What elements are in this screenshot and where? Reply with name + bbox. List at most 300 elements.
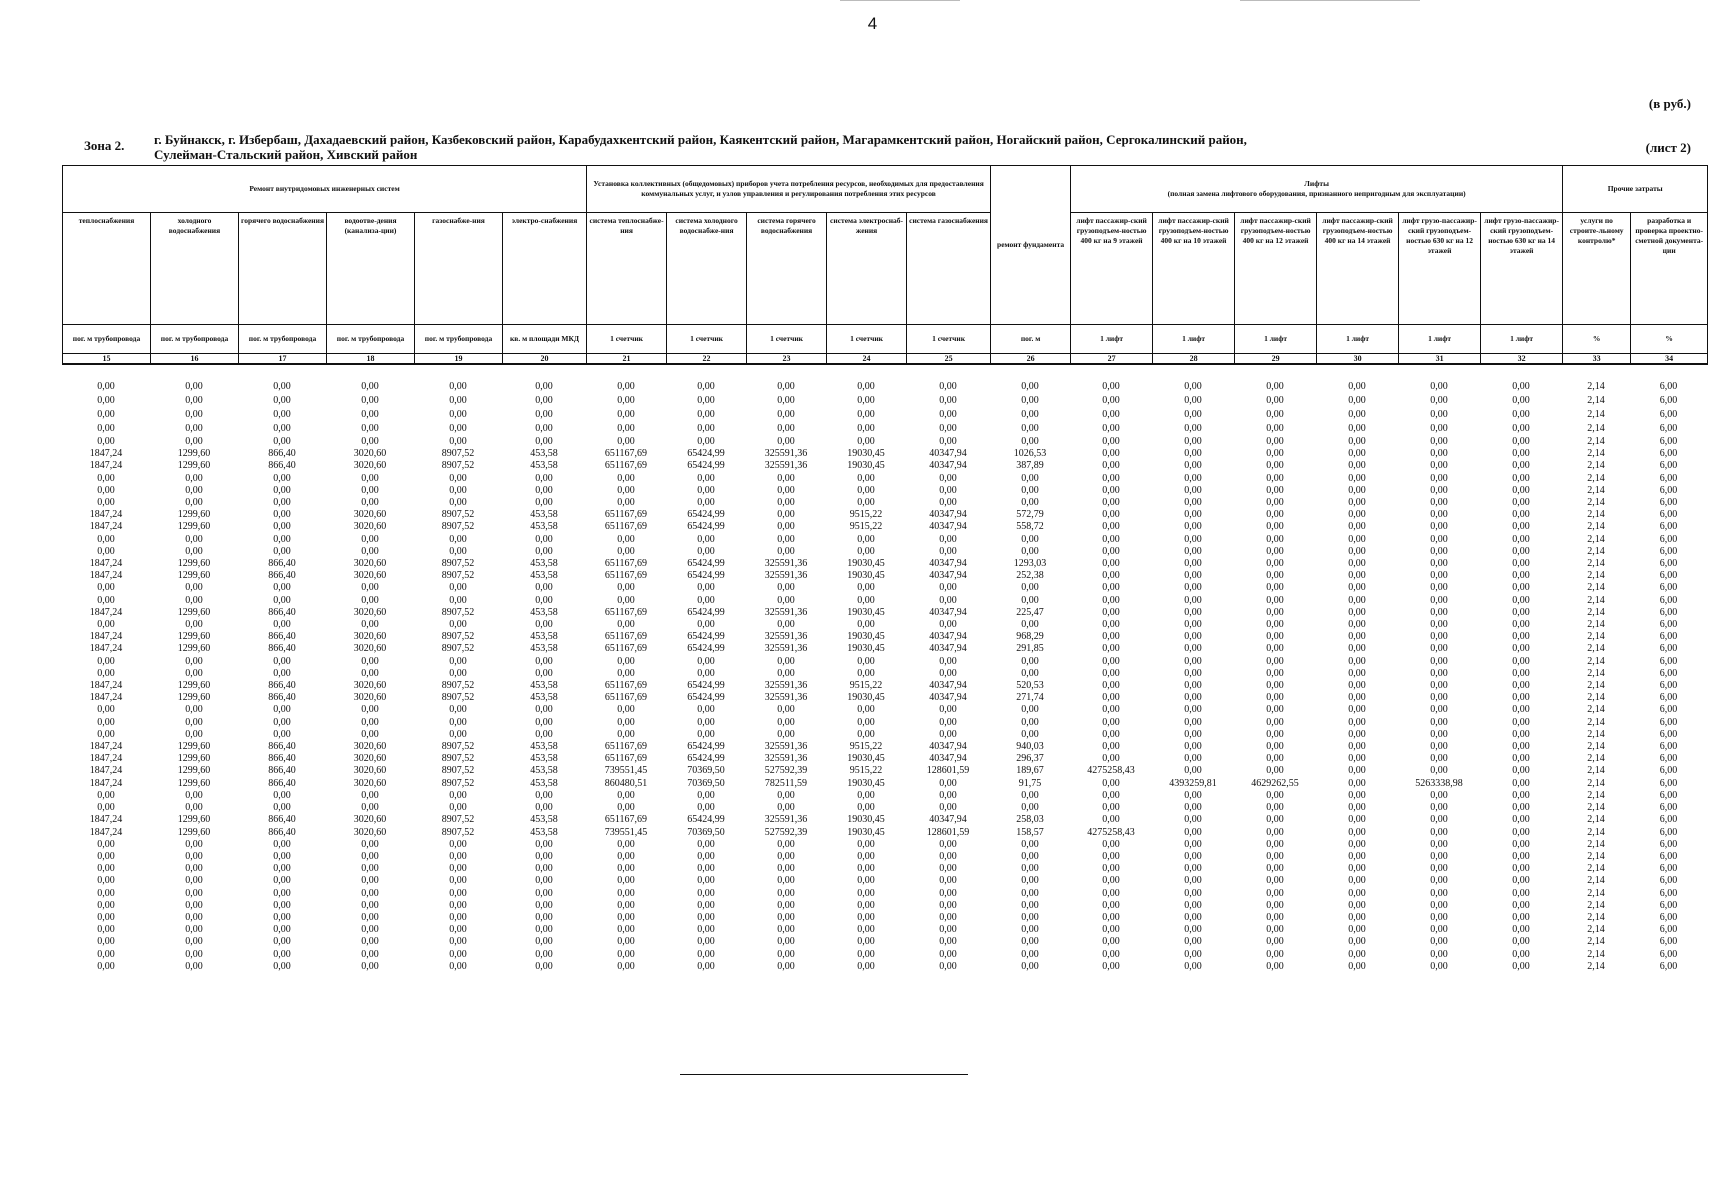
table-cell: 2,14	[1587, 789, 1605, 801]
table-row	[62, 497, 1707, 509]
table-cell: 3020,60	[353, 606, 387, 618]
table-cell: 2,14	[1587, 936, 1605, 948]
table-cell: 0,00	[697, 533, 715, 545]
table-cell: 0,00	[273, 863, 291, 875]
table-cell: 0,00	[361, 863, 379, 875]
table-cell: 0,00	[535, 789, 553, 801]
table-cell: 0,00	[617, 422, 635, 434]
table-cell: 0,00	[1348, 460, 1366, 472]
table-cell: 0,00	[1512, 436, 1530, 447]
table-cell: 0,00	[535, 472, 553, 484]
table-cell: 0,00	[1266, 484, 1284, 496]
table-cell: 0,00	[1430, 765, 1448, 777]
column-name-18: водоотве-дения (канализа-ции)	[327, 213, 415, 325]
table-cell: 0,00	[1348, 380, 1366, 392]
table-cell: 0,00	[1102, 887, 1120, 899]
table-cell: 0,00	[857, 899, 875, 911]
table-cell: 0,00	[97, 380, 115, 392]
column-number-28: 28	[1153, 354, 1235, 365]
table-cell: 0,00	[1266, 826, 1284, 838]
table-cell: 0,00	[535, 728, 553, 740]
table-cell: 0,00	[1430, 667, 1448, 679]
table-cell: 0,00	[617, 380, 635, 392]
zone-title	[154, 132, 1354, 162]
table-cell: 651167,69	[604, 521, 648, 533]
table-cell: 651167,69	[604, 741, 648, 753]
table-cell: 0,00	[1102, 448, 1120, 460]
table-cell: 0,00	[1184, 887, 1202, 899]
table-cell: 0,00	[535, 850, 553, 862]
table-cell: 0,00	[777, 521, 795, 533]
table-cell: 0,00	[449, 704, 467, 716]
table-cell: 0,00	[97, 655, 115, 667]
table-cell: 2,14	[1587, 924, 1605, 936]
table-cell: 0,00	[777, 394, 795, 406]
table-cell: 0,00	[97, 619, 115, 631]
table-cell: 0,00	[535, 838, 553, 850]
table-cell: 0,00	[1348, 570, 1366, 582]
table-cell: 0,00	[361, 899, 379, 911]
table-cell: 0,00	[1102, 558, 1120, 570]
table-cell: 0,00	[1102, 606, 1120, 618]
group-repair: Ремонт внутридомовых инженерных систем	[63, 166, 587, 213]
table-cell: 3020,60	[353, 692, 387, 704]
table-cell: 0,00	[1102, 655, 1120, 667]
table-cell: 0,00	[1102, 777, 1120, 789]
table-cell: 0,00	[449, 619, 467, 631]
table-cell: 0,00	[1102, 936, 1120, 948]
table-cell: 2,14	[1587, 960, 1605, 972]
table-cell: 1847,24	[89, 765, 123, 777]
table-cell: 0,00	[273, 422, 291, 434]
table-cell: 0,00	[777, 582, 795, 594]
table-cell: 0,00	[1184, 863, 1202, 875]
table-cell: 0,00	[1512, 582, 1530, 594]
table-cell: 866,40	[268, 680, 296, 692]
table-cell: 0,00	[361, 802, 379, 814]
column-name-23: система горячего водоснабжения	[747, 213, 827, 325]
table-cell: 0,00	[361, 789, 379, 801]
table-cell: 0,00	[777, 422, 795, 434]
table-cell: 2,14	[1587, 422, 1605, 434]
table-cell: 651167,69	[604, 460, 648, 472]
table-cell: 0,00	[1102, 924, 1120, 936]
table-cell: 0,00	[273, 545, 291, 557]
table-cell: 0,00	[361, 497, 379, 509]
table-cell: 0,00	[1348, 899, 1366, 911]
table-cell: 0,00	[777, 802, 795, 814]
table-cell: 0,00	[185, 948, 203, 960]
table-cell: 0,00	[1266, 704, 1284, 716]
table-cell: 0,00	[857, 533, 875, 545]
table-cell: 2,14	[1587, 826, 1605, 838]
sheet-label: (лист 2)	[1645, 140, 1691, 155]
table-cell: 0,00	[1512, 631, 1530, 643]
table-cell: 0,00	[97, 472, 115, 484]
table-cell: 65424,99	[687, 570, 725, 582]
table-cell: 453,58	[530, 509, 558, 521]
column-unit-15: пог. м трубопровода	[63, 325, 151, 354]
table-cell: 0,00	[777, 838, 795, 850]
table-cell: 0,00	[1348, 680, 1366, 692]
table-cell: 0,00	[1430, 460, 1448, 472]
table-cell: 0,00	[1348, 558, 1366, 570]
table-cell: 0,00	[1430, 631, 1448, 643]
table-cell: 0,00	[777, 936, 795, 948]
table-cell: 0,00	[777, 667, 795, 679]
table-cell: 0,00	[1184, 838, 1202, 850]
table-cell: 860480,51	[604, 777, 648, 789]
table-cell: 0,00	[777, 899, 795, 911]
table-cell: 0,00	[1348, 741, 1366, 753]
table-row	[62, 422, 1707, 436]
table-cell: 1299,60	[177, 643, 211, 655]
table-cell: 0,00	[939, 497, 957, 509]
table-cell: 0,00	[1266, 741, 1284, 753]
table-cell: 0,00	[1348, 911, 1366, 923]
footer-rule	[680, 1074, 968, 1075]
table-cell: 1299,60	[177, 558, 211, 570]
table-cell: 0,00	[1430, 436, 1448, 447]
table-cell: 0,00	[617, 408, 635, 420]
column-name-34: разработка и проверка проектно-сметной документа-ции	[1631, 213, 1708, 325]
table-row	[62, 729, 1707, 741]
table-cell: 0,00	[361, 582, 379, 594]
table-cell: 8907,52	[441, 777, 475, 789]
table-cell: 0,00	[449, 380, 467, 392]
table-cell: 0,00	[1266, 680, 1284, 692]
table-cell: 1299,60	[177, 741, 211, 753]
table-cell: 0,00	[1512, 545, 1530, 557]
table-cell: 0,00	[273, 497, 291, 509]
table-cell: 453,58	[530, 692, 558, 704]
table-cell: 0,00	[273, 380, 291, 392]
table-cell: 0,00	[939, 875, 957, 887]
table-cell: 1299,60	[177, 680, 211, 692]
table-row	[62, 595, 1707, 607]
table-cell: 6,00	[1659, 497, 1678, 509]
table-cell: 0,00	[97, 960, 115, 972]
table-cell: 0,00	[1430, 741, 1448, 753]
table-cell: 0,00	[273, 899, 291, 911]
column-unit-33: %	[1563, 325, 1631, 354]
table-cell: 0,00	[617, 936, 635, 948]
table-cell: 0,00	[1430, 753, 1448, 765]
table-cell: 2,14	[1587, 631, 1605, 643]
table-cell: 252,38	[1016, 570, 1044, 582]
table-cell: 65424,99	[687, 631, 725, 643]
table-cell: 19030,45	[847, 606, 885, 618]
table-cell: 6,00	[1659, 472, 1678, 484]
table-cell: 0,00	[1512, 606, 1530, 618]
table-cell: 0,00	[1102, 692, 1120, 704]
table-cell: 8907,52	[441, 753, 475, 765]
table-cell: 0,00	[1102, 789, 1120, 801]
table-cell: 6,00	[1659, 619, 1678, 631]
table-cell: 0,00	[1348, 802, 1366, 814]
table-cell: 0,00	[1512, 460, 1530, 472]
table-cell: 0,00	[1021, 850, 1039, 862]
top-rule-right	[1240, 0, 1420, 1]
table-cell: 0,00	[697, 422, 715, 434]
table-cell: 866,40	[268, 606, 296, 618]
table-cell: 3020,60	[353, 509, 387, 521]
table-cell: 0,00	[1102, 408, 1120, 420]
table-cell: 0,00	[1348, 448, 1366, 460]
table-cell: 0,00	[939, 924, 957, 936]
table-cell: 0,00	[617, 704, 635, 716]
table-cell: 0,00	[939, 408, 957, 420]
table-cell: 558,72	[1016, 521, 1044, 533]
table-cell: 0,00	[1348, 643, 1366, 655]
table-cell: 0,00	[1430, 863, 1448, 875]
table-cell: 0,00	[535, 887, 553, 899]
table-cell: 0,00	[1266, 394, 1284, 406]
column-unit-22: 1 счетчик	[667, 325, 747, 354]
table-cell: 19030,45	[847, 631, 885, 643]
table-cell: 0,00	[535, 594, 553, 606]
table-cell: 0,00	[1430, 899, 1448, 911]
table-row	[62, 863, 1707, 875]
table-row	[62, 631, 1707, 643]
table-cell: 0,00	[857, 619, 875, 631]
column-name-27: лифт пассажир-ский грузоподъем-ностью 400 кг на 9 этажей	[1071, 213, 1153, 325]
table-cell: 6,00	[1659, 789, 1678, 801]
table-cell: 3020,60	[353, 680, 387, 692]
table-cell: 65424,99	[687, 741, 725, 753]
table-cell: 0,00	[97, 887, 115, 899]
table-cell: 0,00	[361, 484, 379, 496]
table-cell: 5263338,98	[1415, 777, 1463, 789]
table-cell: 2,14	[1587, 570, 1605, 582]
table-cell: 19030,45	[847, 570, 885, 582]
table-cell: 1299,60	[177, 814, 211, 826]
table-cell: 2,14	[1587, 655, 1605, 667]
table-cell: 0,00	[1184, 899, 1202, 911]
header-table	[62, 165, 1708, 365]
table-cell: 1847,24	[89, 606, 123, 618]
table-cell: 0,00	[617, 472, 635, 484]
table-cell: 258,03	[1016, 814, 1044, 826]
table-cell: 0,00	[1512, 814, 1530, 826]
table-cell: 0,00	[273, 394, 291, 406]
table-cell: 0,00	[1102, 911, 1120, 923]
table-cell: 0,00	[535, 875, 553, 887]
table-cell: 866,40	[268, 814, 296, 826]
table-cell: 0,00	[1512, 911, 1530, 923]
table-cell: 0,00	[1021, 472, 1039, 484]
table-cell: 0,00	[777, 509, 795, 521]
column-unit-23: 1 счетчик	[747, 325, 827, 354]
table-cell: 0,00	[1348, 789, 1366, 801]
column-name-19: газоснабже-ния	[415, 213, 503, 325]
table-cell: 0,00	[1348, 667, 1366, 679]
table-cell: 0,00	[1184, 680, 1202, 692]
column-name-28: лифт пассажир-ский грузоподъем-ностью 400 кг на 10 этажей	[1153, 213, 1235, 325]
table-cell: 0,00	[1512, 777, 1530, 789]
table-cell: 0,00	[449, 789, 467, 801]
table-cell: 2,14	[1587, 582, 1605, 594]
table-cell: 0,00	[617, 497, 635, 509]
table-cell: 0,00	[1348, 936, 1366, 948]
table-cell: 0,00	[1102, 484, 1120, 496]
table-cell: 0,00	[939, 863, 957, 875]
table-cell: 453,58	[530, 643, 558, 655]
table-cell: 6,00	[1659, 484, 1678, 496]
table-cell: 0,00	[1348, 533, 1366, 545]
table-cell: 0,00	[1184, 509, 1202, 521]
table-cell: 0,00	[1266, 692, 1284, 704]
table-cell: 0,00	[777, 887, 795, 899]
table-cell: 0,00	[1430, 875, 1448, 887]
column-number-26: 26	[991, 354, 1071, 365]
table-cell: 91,75	[1018, 777, 1042, 789]
table-cell: 0,00	[1102, 497, 1120, 509]
column-number-23: 23	[747, 354, 827, 365]
column-number-25: 25	[907, 354, 991, 365]
table-row	[62, 802, 1707, 814]
table-cell: 0,00	[1184, 380, 1202, 392]
column-name-25: система газоснабжения	[907, 213, 991, 325]
table-cell: 1847,24	[89, 448, 123, 460]
table-cell: 0,00	[535, 924, 553, 936]
table-cell: 0,00	[777, 948, 795, 960]
table-cell: 6,00	[1659, 716, 1678, 728]
table-cell: 0,00	[1266, 948, 1284, 960]
table-cell: 0,00	[449, 533, 467, 545]
table-cell: 651167,69	[604, 558, 648, 570]
table-cell: 0,00	[1348, 826, 1366, 838]
table-cell: 0,00	[1184, 948, 1202, 960]
table-cell: 0,00	[1184, 594, 1202, 606]
table-row	[62, 546, 1707, 558]
column-unit-32: 1 лифт	[1481, 325, 1563, 354]
table-cell: 6,00	[1659, 948, 1678, 960]
table-cell: 0,00	[1512, 692, 1530, 704]
table-cell: 0,00	[1021, 863, 1039, 875]
table-cell: 1847,24	[89, 460, 123, 472]
table-cell: 8907,52	[441, 521, 475, 533]
table-cell: 0,00	[939, 380, 957, 392]
table-cell: 8907,52	[441, 570, 475, 582]
table-cell: 2,14	[1587, 753, 1605, 765]
table-cell: 866,40	[268, 765, 296, 777]
table-cell: 0,00	[1430, 394, 1448, 406]
table-cell: 325591,36	[764, 814, 808, 826]
table-cell: 0,00	[1102, 960, 1120, 972]
table-cell: 0,00	[939, 838, 957, 850]
table-cell: 0,00	[1021, 924, 1039, 936]
table-cell: 19030,45	[847, 460, 885, 472]
table-cell: 0,00	[939, 619, 957, 631]
table-cell: 0,00	[857, 838, 875, 850]
table-cell: 6,00	[1659, 838, 1678, 850]
table-cell: 0,00	[185, 380, 203, 392]
column-unit-21: 1 счетчик	[587, 325, 667, 354]
table-cell: 9515,22	[849, 680, 883, 692]
table-cell: 0,00	[1430, 814, 1448, 826]
table-cell: 70369,50	[687, 826, 725, 838]
table-cell: 2,14	[1587, 619, 1605, 631]
table-cell: 0,00	[535, 899, 553, 911]
table-cell: 2,14	[1587, 802, 1605, 814]
table-cell: 0,00	[697, 655, 715, 667]
table-cell: 0,00	[1266, 631, 1284, 643]
column-name-21: система теплоснабже-ния	[587, 213, 667, 325]
column-number-16: 16	[151, 354, 239, 365]
table-cell: 65424,99	[687, 753, 725, 765]
table-cell: 0,00	[1266, 802, 1284, 814]
table-cell: 0,00	[1184, 533, 1202, 545]
table-cell: 0,00	[617, 655, 635, 667]
table-cell: 0,00	[361, 545, 379, 557]
column-number-17: 17	[239, 354, 327, 365]
table-cell: 0,00	[617, 789, 635, 801]
table-cell: 0,00	[777, 960, 795, 972]
table-cell: 0,00	[857, 484, 875, 496]
table-cell: 40347,94	[929, 509, 967, 521]
table-cell: 0,00	[857, 394, 875, 406]
table-cell: 0,00	[697, 875, 715, 887]
table-cell: 0,00	[1430, 643, 1448, 655]
table-cell: 0,00	[185, 394, 203, 406]
table-cell: 0,00	[697, 728, 715, 740]
table-cell: 3020,60	[353, 558, 387, 570]
table-cell: 0,00	[273, 509, 291, 521]
table-cell: 0,00	[857, 582, 875, 594]
table-cell: 0,00	[939, 704, 957, 716]
table-cell: 0,00	[1102, 875, 1120, 887]
table-cell: 0,00	[777, 863, 795, 875]
table-cell: 0,00	[1184, 753, 1202, 765]
table-cell: 6,00	[1659, 448, 1678, 460]
table-cell: 0,00	[97, 594, 115, 606]
table-cell: 0,00	[1266, 814, 1284, 826]
table-cell: 0,00	[1266, 875, 1284, 887]
column-unit-26: пог. м	[991, 325, 1071, 354]
table-cell: 0,00	[1430, 960, 1448, 972]
table-cell: 0,00	[449, 422, 467, 434]
table-cell: 0,00	[1102, 594, 1120, 606]
table-cell: 1847,24	[89, 814, 123, 826]
table-cell: 2,14	[1587, 545, 1605, 557]
table-cell: 0,00	[1184, 643, 1202, 655]
table-cell: 0,00	[1430, 716, 1448, 728]
table-cell: 0,00	[185, 472, 203, 484]
table-cell: 0,00	[777, 484, 795, 496]
table-cell: 40347,94	[929, 631, 967, 643]
table-cell: 0,00	[361, 380, 379, 392]
table-row	[62, 570, 1707, 582]
table-cell: 158,57	[1016, 826, 1044, 838]
table-cell: 0,00	[449, 838, 467, 850]
table-cell: 453,58	[530, 521, 558, 533]
table-cell: 0,00	[273, 472, 291, 484]
table-cell: 0,00	[939, 911, 957, 923]
table-cell: 2,14	[1587, 704, 1605, 716]
table-row	[62, 778, 1707, 790]
table-cell: 0,00	[449, 497, 467, 509]
table-cell: 0,00	[273, 728, 291, 740]
table-cell: 0,00	[1512, 765, 1530, 777]
table-cell: 0,00	[1512, 472, 1530, 484]
table-cell: 651167,69	[604, 643, 648, 655]
table-cell: 0,00	[1266, 436, 1284, 447]
table-cell: 0,00	[97, 545, 115, 557]
table-cell: 0,00	[273, 667, 291, 679]
table-cell: 65424,99	[687, 643, 725, 655]
table-cell: 572,79	[1016, 509, 1044, 521]
